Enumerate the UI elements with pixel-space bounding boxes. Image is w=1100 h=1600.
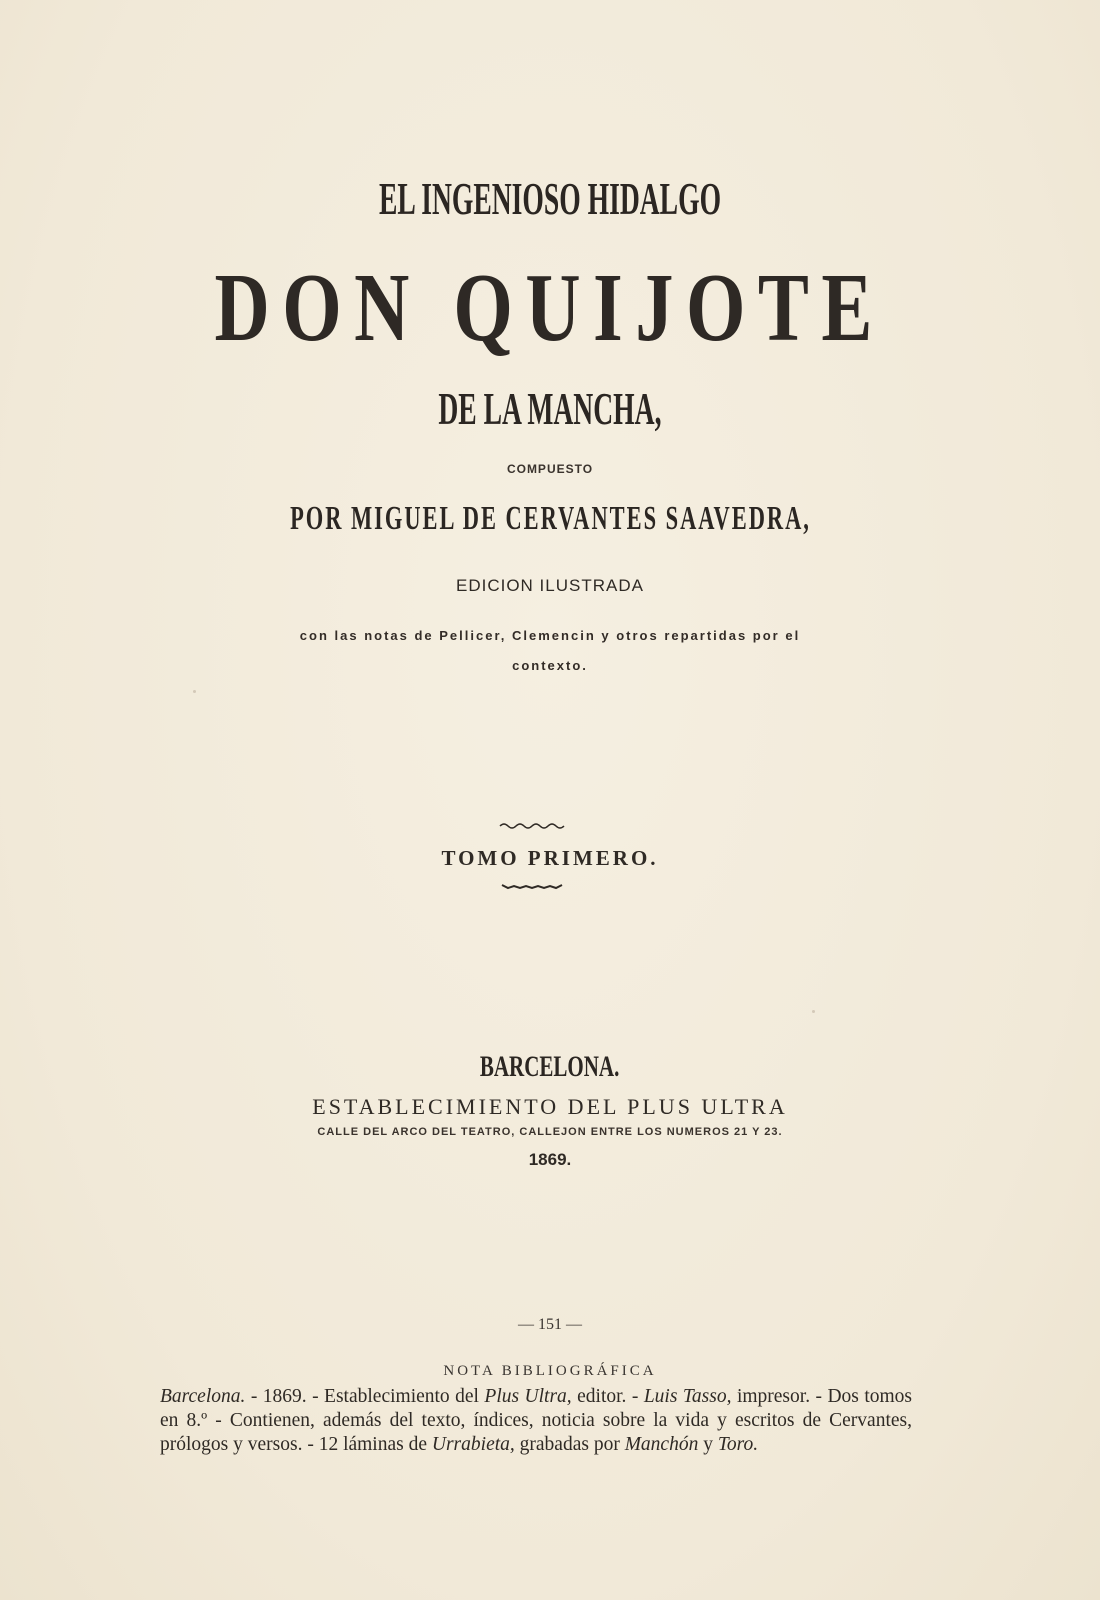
title-line-3-text: DE LA MANCHA, (438, 383, 662, 434)
title-line-3 (0, 382, 1100, 435)
publisher-line: ESTABLECIMIENTO DEL PLUS ULTRA (312, 1094, 788, 1119)
ornament-top (0, 820, 1100, 832)
note-italic-text: Barcelona. (160, 1386, 246, 1407)
note-text: y (698, 1434, 718, 1455)
author-line (0, 500, 1100, 538)
notes-line-2: contexto. (512, 658, 588, 673)
note-italic-text: Luis Tasso, (643, 1386, 732, 1407)
note-italic-text: Plus Ultra, (484, 1386, 572, 1407)
note-heading: NOTA BIBLIOGRÁFICA (443, 1363, 657, 1379)
note-italic-text: Toro. (717, 1434, 759, 1455)
note-text: - 1869. - Establecimiento del (245, 1386, 485, 1407)
note-text: editor. - (571, 1386, 644, 1407)
city-line (0, 1050, 1100, 1084)
city-text: BARCELONA. (480, 1050, 620, 1083)
notes-line-1: con las notas de Pellicer, Clemencin y otros repartidas por el (299, 628, 801, 643)
address-line: CALLE DEL ARCO DEL TEATRO, CALLEJON ENTRE LOS NUMEROS 21 Y 23. (317, 1126, 783, 1138)
main-title-text: DON QUIJOTE (214, 254, 886, 362)
paper-speck (812, 1010, 815, 1013)
note-text: impresor. - Dos tomos en 8.º - Contienen, además del texto, índices, noticia sobre la vida y escritos de Cervantes, prólogos y versos. - 12 láminas de (160, 1386, 913, 1455)
note-text: grabadas por (514, 1434, 625, 1455)
title-line-1 (0, 172, 1100, 225)
edition-label: EDICION ILUSTRADA (456, 576, 644, 595)
compuesto-label: COMPUESTO (506, 462, 594, 476)
page-number: — 151 — (518, 1316, 582, 1333)
note-italic-text: Manchón (624, 1434, 699, 1455)
main-title (0, 252, 1100, 364)
tome-label: TOMO PRIMERO. (441, 846, 659, 870)
ornament-bottom (0, 880, 1100, 892)
author-text: POR MIGUEL DE CERVANTES SAAVEDRA, (289, 500, 811, 537)
year-line: 1869. (528, 1150, 572, 1169)
note-italic-text: Urrabieta, (431, 1434, 515, 1455)
paper-speck (193, 690, 196, 693)
note-body (160, 1385, 912, 1457)
title-line-1-text: EL INGENIOSO HIDALGO (378, 173, 722, 224)
